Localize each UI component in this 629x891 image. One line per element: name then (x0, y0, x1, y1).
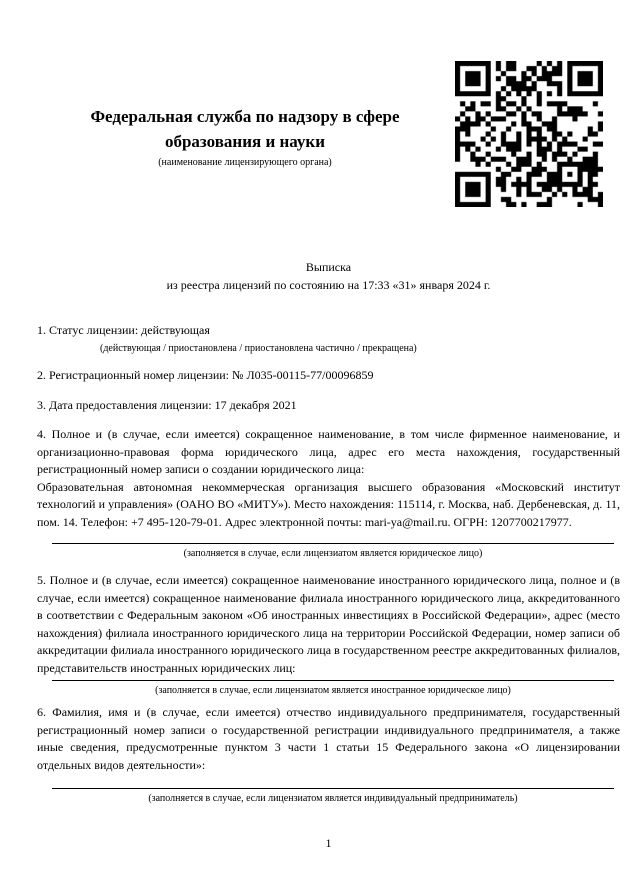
authority-name-line1: Федеральная служба по надзору в сфере (90, 107, 400, 126)
legal-entity-prompt: 4. Полное и (в случае, если имеется) сокращенное наименование, в том числе фирменное наименование, и организационно-правовая форма юридического лица, адрес его места нахождения, государственный регистрационный номер записи о создании юридического лица: (37, 427, 620, 476)
document-title (37, 258, 620, 294)
registration-number-text: 2. Регистрационный номер лицензии: № Л035-00115-77/00096859 (37, 368, 374, 382)
authority-name (37, 104, 453, 154)
fill-caption-foreign-entity: (заполняется в случае, если лицензиатом является иностранное юридическое лицо) (155, 685, 511, 696)
qr-code-container (455, 61, 603, 207)
foreign-entity-prompt: 5. Полное и (в случае, если имеется) сокращенное наименование иностранного юридического лица, полное и (в случае, если имеется) сокращенное наименование филиала иностранного юридического лица, аккредитованного в соответствии с Федеральным законом «Об иностранных инвестициях в Российской Федерации», адрес (место нахождения) филиала иностранного юридического лица на территории Российской Федерации, номер записи об аккредитации филиала иностранного юридического лица в государственном реестре аккредитованных филиалов, представительств иностранных юридических лиц: (37, 573, 620, 675)
authority-caption: (наименование лицензирующего органа) (158, 157, 332, 168)
grant-date-text: 3. Дата предоставления лицензии: 17 декабря 2021 (37, 398, 297, 412)
section-individual-entrepreneur (37, 704, 620, 774)
section-registration-number (37, 367, 620, 385)
license-status-options-caption: (действующая / приостановлена / приостановлена частично / прекращена) (100, 342, 417, 354)
qr-code (455, 61, 603, 207)
section-foreign-entity (37, 572, 620, 677)
section-legal-entity (37, 426, 620, 531)
license-status-text: 1. Статус лицензии: действующая (37, 323, 210, 337)
section-grant-date (37, 397, 620, 415)
individual-entrepreneur-prompt: 6. Фамилия, имя и (в случае, если имеется) отчество индивидуального предпринимателя, государственный регистрационный номер записи о государственной регистрации индивидуального предпринимателя, а также иные сведения, предусмотренные пунктом 3 части 1 статьи 15 Федерального закона «О лицензировании отдельных видов деятельности»: (37, 705, 620, 772)
fill-line-legal-entity (52, 543, 614, 560)
section-license-status (37, 322, 620, 355)
licensing-authority-header (37, 104, 453, 169)
page-number: 1 (325, 836, 332, 850)
fill-caption-legal-entity: (заполняется в случае, если лицензиатом является юридическое лицо) (183, 548, 483, 559)
legal-entity-value: Образовательная автономная некоммерческая организация высшего образования «Московский институт технологий и управления» (ОАНО ВО «МИТУ»). Место нахождения: 115114, г. Москва, наб. Дербеневская, д. 11, пом. 14. Телефон: +7 495-120-79-01. Адрес электронной почты: mari-ya@mail.ru. ОГРН: 1207700217977. (37, 479, 620, 529)
fill-caption-individual-entrepreneur: (заполняется в случае, если лицензиатом является индивидуальный предприниматель) (148, 793, 518, 804)
document-title-line1: Выписка (305, 260, 352, 274)
document-title-line2: из реестра лицензий по состоянию на 17:33 «31» января 2024 г. (166, 278, 491, 292)
authority-name-line2: образования и науки (164, 132, 326, 151)
fill-line-individual-entrepreneur (52, 788, 614, 805)
fill-line-foreign-entity (52, 680, 614, 697)
